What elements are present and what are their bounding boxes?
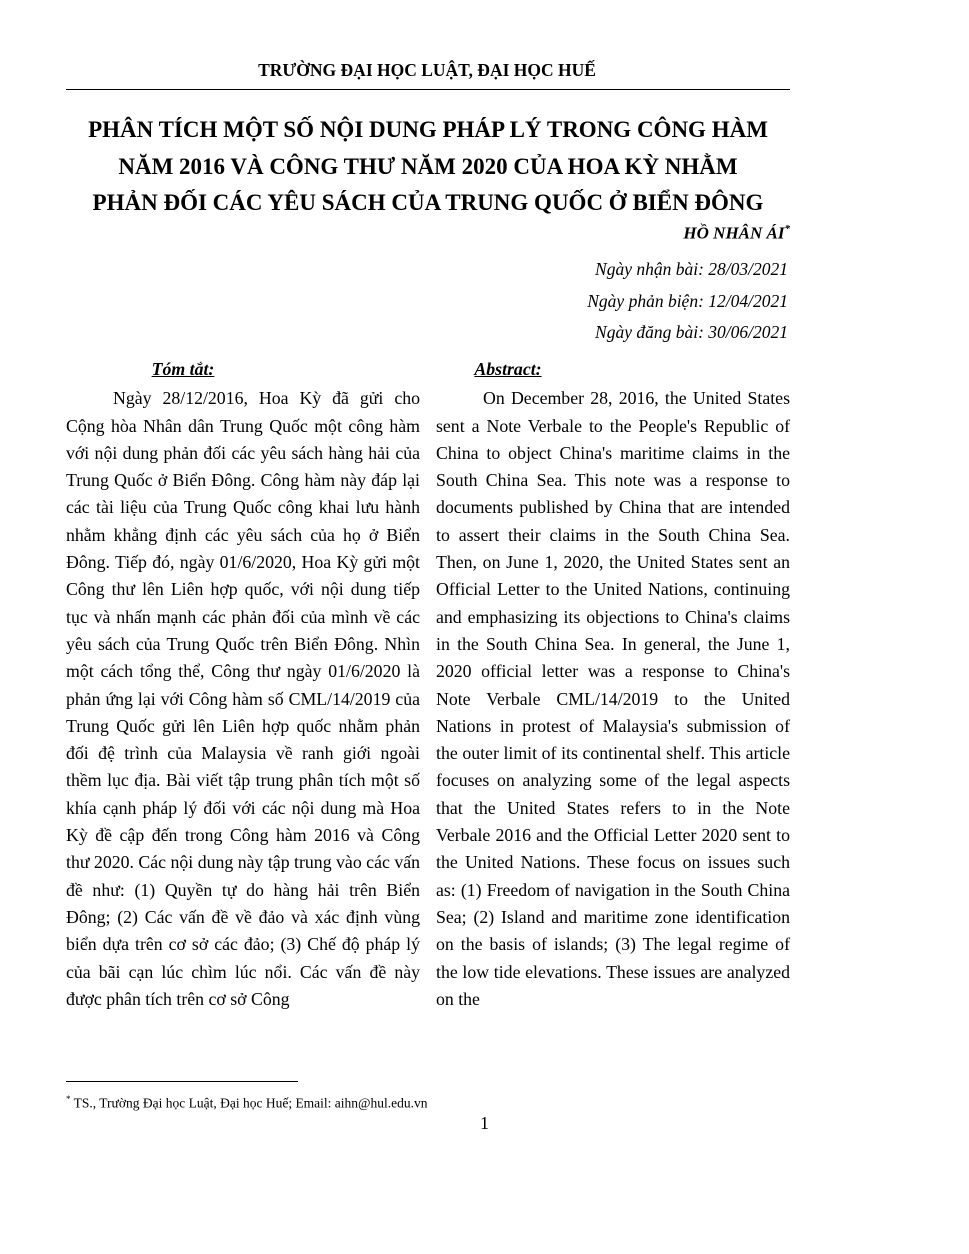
- journal-header: TRƯỜNG ĐẠI HỌC LUẬT, ĐẠI HỌC HUẾ: [258, 60, 596, 80]
- summary-text: Ngày 28/12/2016, Hoa Kỳ đã gửi cho Cộng hòa Nhân dân Trung Quốc một công hàm với nội dung phản đối các yêu sách hàng hải của Trung Quốc ở Biển Đông. Công hàm này đáp lại các tài liệu của Trung Quốc công khai lưu hành nhằm khẳng định các yêu sách của họ ở Biển Đông. Tiếp đó, ngày 01/6/2020, Hoa Kỳ gửi một Công thư lên Liên hợp quốc, với nội dung tiếp tục và nhấn mạnh các phản đối của mình về các yêu sách của Trung Quốc trên Biển Đông. Nhìn một cách tổng thể, Công thư ngày 01/6/2020 là phản ứng lại với Công hàm số CML/14/2019 của Trung Quốc gửi lên Liên hợp quốc nhằm phản đối đệ trình của Malaysia về ranh giới ngoài thềm lục địa. Bài viết tập trung phân tích một số khía cạnh pháp lý đối với các nội dung mà Hoa Kỳ đề cập đến trong Công hàm 2016 và Công thư 2020. Các nội dung này tập trung vào các vấn đề như: (1) Quyền tự do hàng hải trên Biển Đông; (2) Các vấn đề về đảo và xác định vùng biển dựa trên cơ sở các đảo; (3) Chế độ pháp lý của bãi cạn lúc chìm lúc nổi. Các vấn đề này được phân tích trên cơ sở Công: [66, 388, 420, 1009]
- author: [683, 223, 790, 244]
- title-line-1: PHÂN TÍCH MỘT SỐ NỘI DUNG PHÁP LÝ TRONG CÔNG HÀM: [88, 117, 768, 142]
- footnote-marker: *: [66, 1094, 71, 1104]
- title-line-3: PHẢN ĐỐI CÁC YÊU SÁCH CỦA TRUNG QUỐC Ở BIỂN ĐÔNG: [92, 190, 764, 215]
- date-received: Ngày nhận bài: 28/03/2021: [595, 259, 788, 279]
- author-name: HỒ NHÂN ÁI: [683, 223, 785, 243]
- article-dates: [587, 254, 788, 349]
- title-line-2: NĂM 2016 VÀ CÔNG THƯ NĂM 2020 CỦA HOA KỲ NHẰM: [118, 153, 738, 179]
- abstract-english: [436, 356, 790, 1013]
- date-published: Ngày đăng bài: 30/06/2021: [595, 322, 788, 343]
- abstract-text: On December 28, 2016, the United States sent a Note Verbale to the People's Republic of China to object China's maritime claims in the South China Sea. This note was a response to documents published by China that are intended to assert their claims in the South China Sea. Then, on June 1, 2020, the United States sent an Official Letter to the United Nations, continuing and emphasizing its objections to China's claims in the South China Sea. In general, the June 1, 2020 official letter was a response to China's Note Verbale CML/14/2019 to the United Nations in protest of Malaysia's submission of the outer limit of its continental shelf. This article focuses on analyzing some of the legal aspects that the United States refers to in the Note Verbale 2016 and the Official Letter 2020 sent to the United Nations. These focus on issues such as: (1) Freedom of navigation in the South China Sea; (2) Island and maritime zone identification on the basis of islands; (3) The legal regime of the low tide elevations. These issues are analyzed on the: [436, 388, 790, 1009]
- summary-heading: Tóm tắt:: [151, 359, 215, 379]
- footnote-rule: [66, 1081, 298, 1082]
- author-footnote-marker: *: [784, 223, 790, 235]
- page-number: 1: [480, 1113, 489, 1133]
- summary-vietnamese: [66, 356, 420, 1013]
- article-title: [66, 112, 790, 222]
- footnote: [66, 1094, 427, 1112]
- footnote-text: TS., Trường Đại học Luật, Đại học Huế; Email: aihn@hul.edu.vn: [70, 1095, 428, 1111]
- header-rule: [66, 89, 790, 90]
- abstract-heading: Abstract:: [474, 359, 542, 379]
- date-reviewed: Ngày phản biện: 12/04/2021: [587, 290, 788, 311]
